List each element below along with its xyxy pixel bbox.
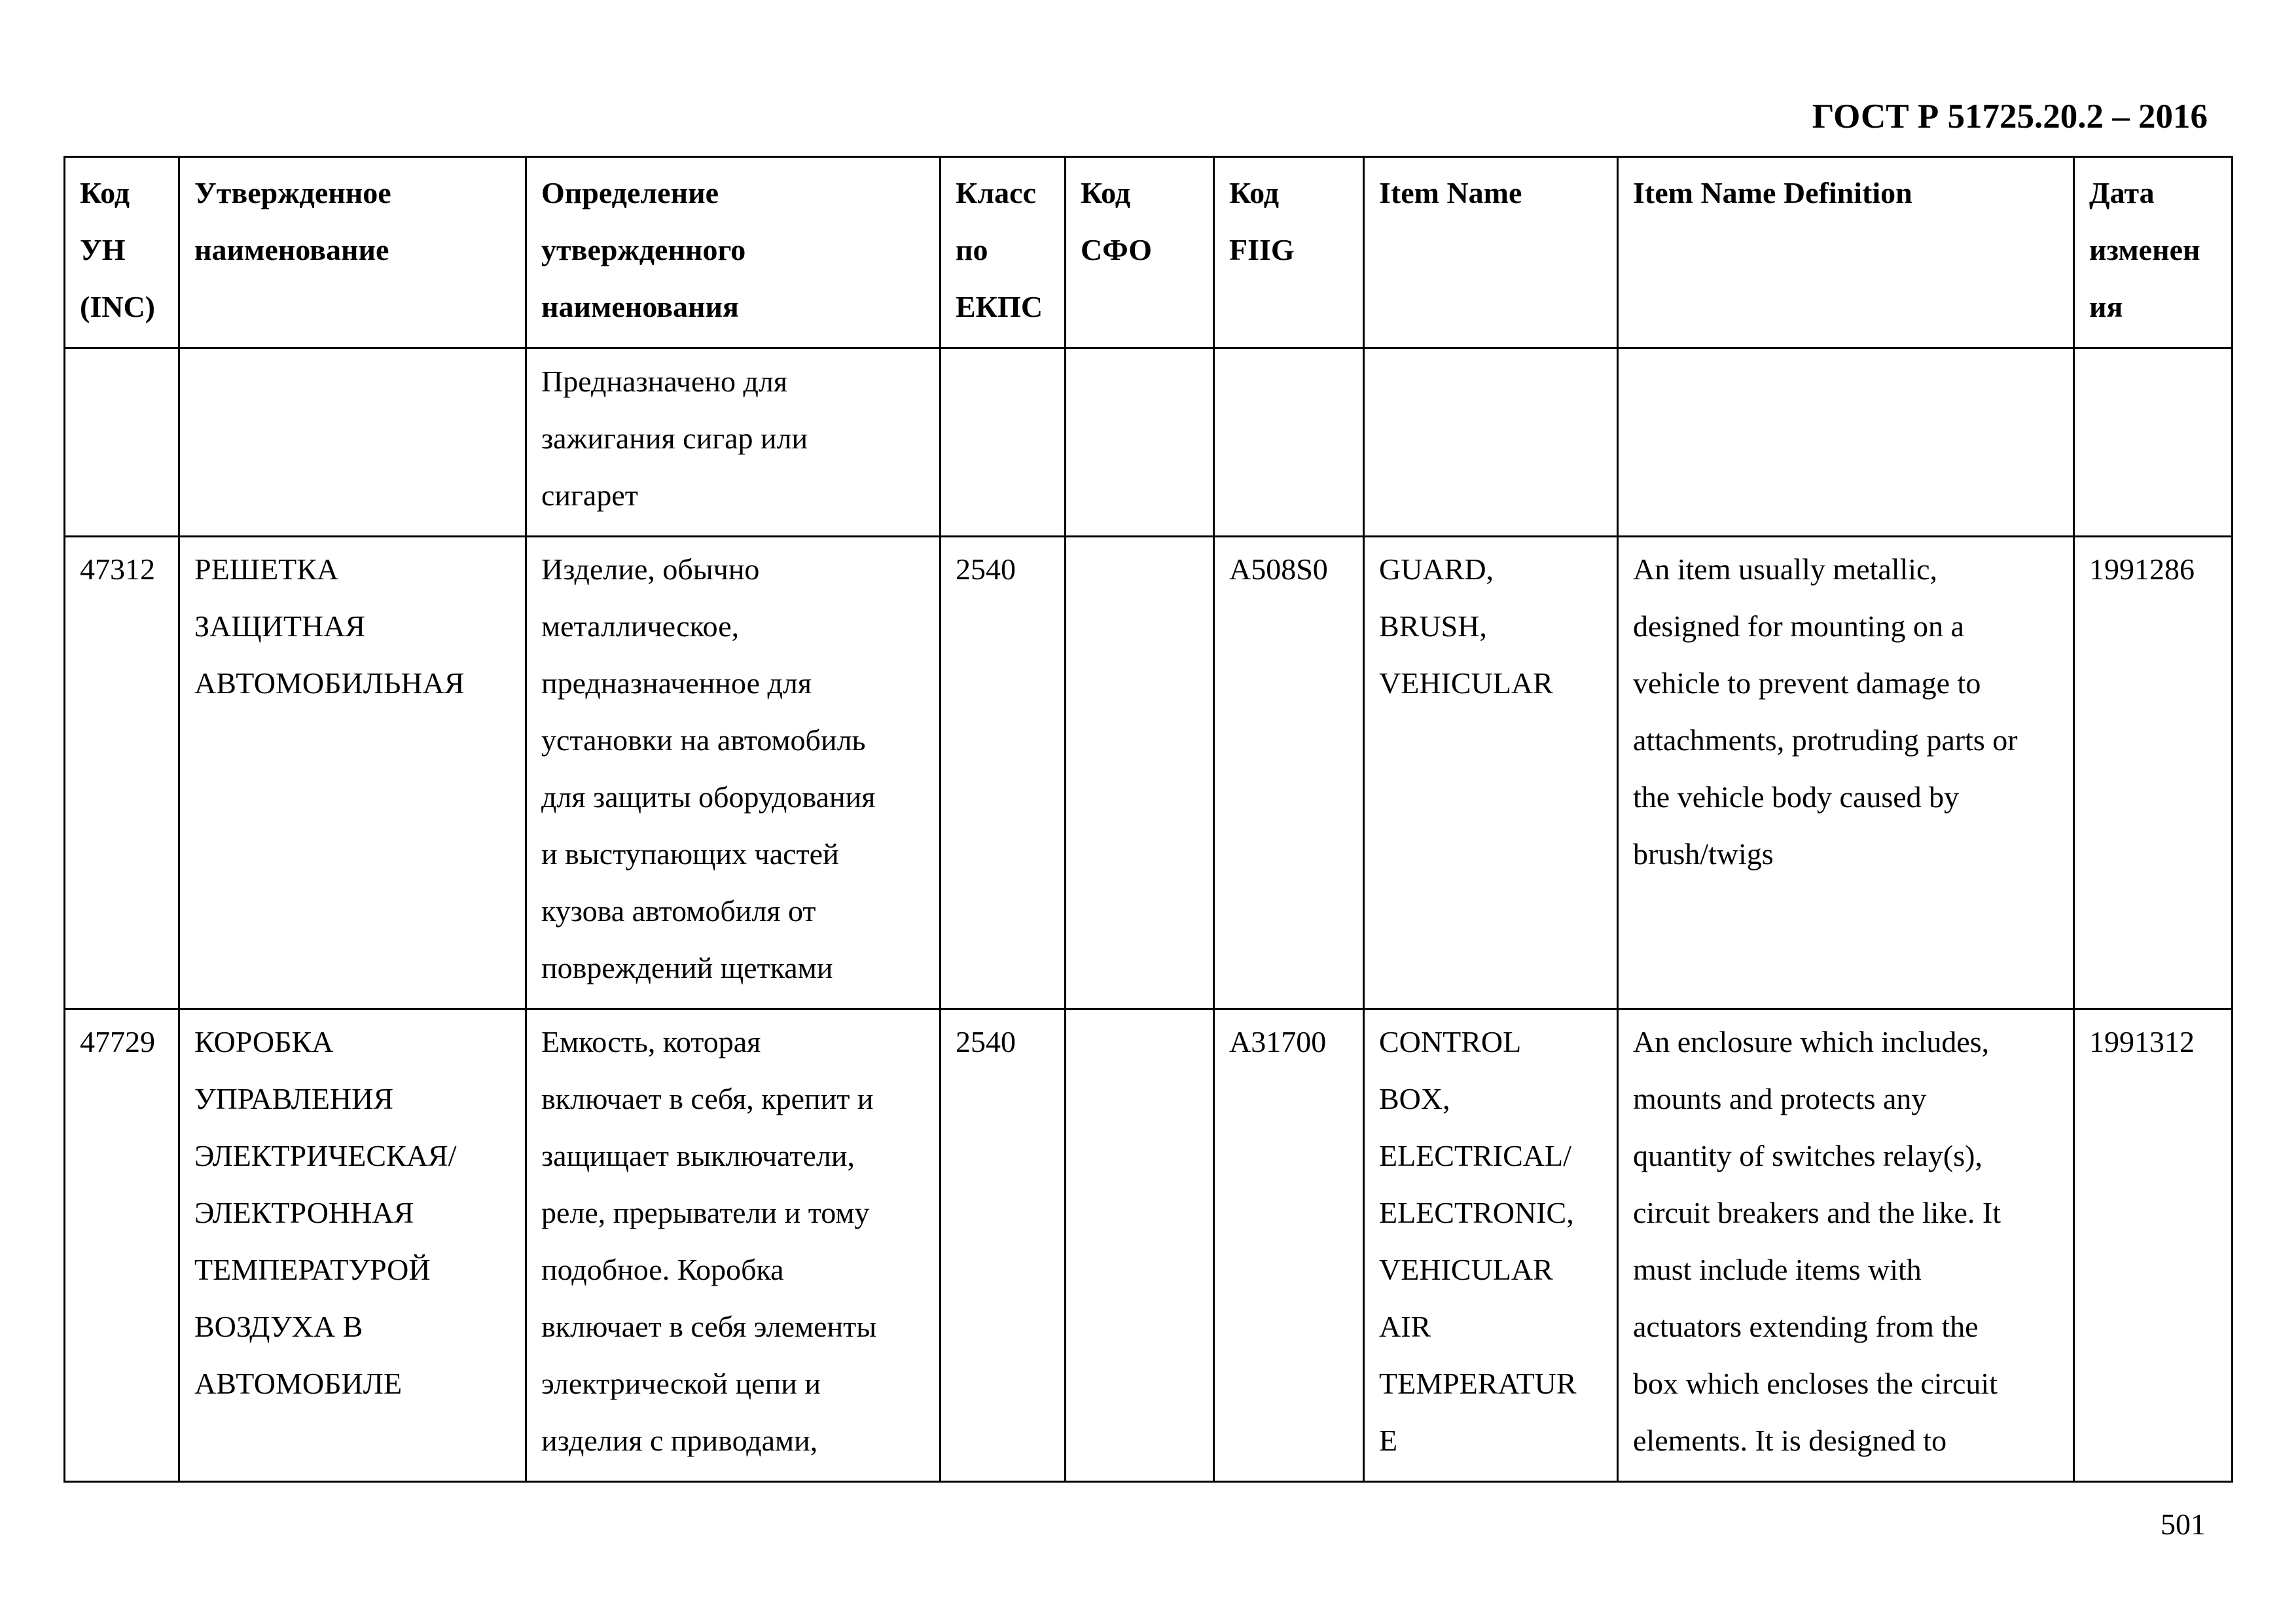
cell-item-definition: An enclosure which includes, mounts and protects any quantity of switches relay(s), circuit breakers and the like. It must include items with actuators extending from the box which encloses the circuit elements. It is designed to <box>1618 1009 2074 1482</box>
cell-inc: 47729 <box>65 1009 179 1482</box>
table-header-row <box>65 157 2233 348</box>
cell-item-name: CONTROL BOX, ELECTRICAL/ ELECTRONIC, VEHICULAR AIR TEMPERATUR E <box>1364 1009 1618 1482</box>
cell-name-definition: Изделие, обычно металлическое, предназначенное для установки на автомобиль для защиты оборудования и выступающих частей кузова автомобиля от повреждений щетками <box>526 537 941 1009</box>
column-header-class: Класс по ЕКПС <box>941 157 1066 348</box>
cell-change-date: 1991312 <box>2074 1009 2233 1482</box>
cell-sfo <box>1066 537 1214 1009</box>
cell-name-definition: Предназначено для зажигания сигар или сигарет <box>526 348 941 537</box>
cell-fiig: A508S0 <box>1214 537 1364 1009</box>
cell-item-definition <box>1618 348 2074 537</box>
cell-approved-name: КОРОБКА УПРАВЛЕНИЯ ЭЛЕКТРИЧЕСКАЯ/ ЭЛЕКТРОННАЯ ТЕМПЕРАТУРОЙ ВОЗДУХА В АВТОМОБИЛЕ <box>179 1009 526 1482</box>
table-row <box>65 537 2233 1009</box>
cell-class: 2540 <box>941 1009 1066 1482</box>
column-header-fiig: Код FIIG <box>1214 157 1364 348</box>
cell-inc <box>65 348 179 537</box>
table-row <box>65 348 2233 537</box>
table-row <box>65 1009 2233 1482</box>
cell-change-date: 1991286 <box>2074 537 2233 1009</box>
cell-class <box>941 348 1066 537</box>
cell-sfo <box>1066 348 1214 537</box>
column-header-item-name: Item Name <box>1364 157 1618 348</box>
cell-item-name <box>1364 348 1618 537</box>
cell-approved-name <box>179 348 526 537</box>
page-number: 501 <box>2161 1507 2206 1541</box>
column-header-change-date: Дата изменен ия <box>2074 157 2233 348</box>
cell-fiig: A31700 <box>1214 1009 1364 1482</box>
column-header-sfo: Код СФО <box>1066 157 1214 348</box>
document-header: ГОСТ Р 51725.20.2 – 2016 <box>1812 98 2208 135</box>
column-header-item-definition: Item Name Definition <box>1618 157 2074 348</box>
cell-item-definition: An item usually metallic, designed for mounting on a vehicle to prevent damage to attachments, protruding parts or the vehicle body caused by brush/twigs <box>1618 537 2074 1009</box>
cell-class: 2540 <box>941 537 1066 1009</box>
cell-name-definition: Емкость, которая включает в себя, крепит и защищает выключатели, реле, прерыватели и тому подобное. Коробка включает в себя элементы электрической цепи и изделия с приводами, <box>526 1009 941 1482</box>
column-header-name-definition: Определение утвержденного наименования <box>526 157 941 348</box>
column-header-approved-name: Утвержденное наименование <box>179 157 526 348</box>
cell-sfo <box>1066 1009 1214 1482</box>
cell-fiig <box>1214 348 1364 537</box>
cell-change-date <box>2074 348 2233 537</box>
cell-item-name: GUARD, BRUSH, VEHICULAR <box>1364 537 1618 1009</box>
cell-inc: 47312 <box>65 537 179 1009</box>
cell-approved-name: РЕШЕТКА ЗАЩИТНАЯ АВТОМОБИЛЬНАЯ <box>179 537 526 1009</box>
catalog-table <box>63 156 2233 1483</box>
column-header-inc: Код УН (INC) <box>65 157 179 348</box>
